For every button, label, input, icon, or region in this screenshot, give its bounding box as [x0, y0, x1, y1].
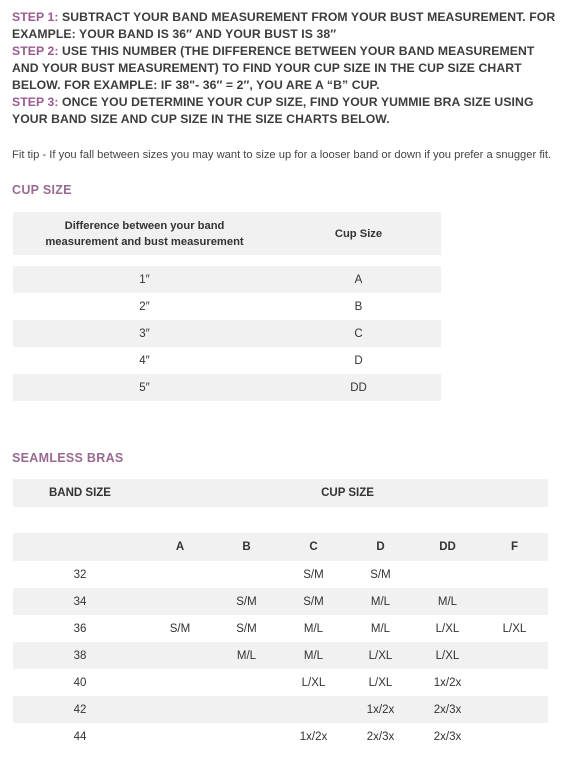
band-size-cell: 42 [73, 703, 87, 716]
band-size-cell: 38 [73, 649, 87, 662]
size-cell [280, 696, 347, 723]
cup-size-rows [13, 266, 441, 401]
difference-cell: 4″ [139, 354, 150, 367]
table-row [13, 588, 548, 615]
size-cell: 2x/3x [433, 703, 462, 716]
table-row [13, 723, 548, 750]
table-row [13, 696, 548, 723]
table-row [13, 615, 548, 642]
size-cell [481, 588, 548, 615]
step-1-text: SUBTRACT YOUR BAND MEASUREMENT FROM YOUR BUST MEASUREMENT. FOR EXAMPLE: YOUR BAND IS 36″ AND YOUR BUST IS 38″ [12, 10, 556, 41]
difference-column-header: Difference between your band measurement and bust measurement [45, 219, 244, 248]
size-cell: S/M [303, 568, 324, 581]
size-cell: 1x/2x [433, 676, 462, 689]
size-cell: M/L [303, 649, 324, 662]
cup-column-header [13, 533, 147, 561]
cup-cell: D [354, 354, 363, 367]
fit-tip: Fit tip - If you fall between sizes you may want to size up for a looser band or down if you prefer a snugger fit. [12, 149, 552, 161]
band-size-cell: 44 [73, 730, 87, 743]
cup-cell: C [354, 327, 363, 340]
size-cell: 2x/3x [433, 730, 462, 743]
seamless-bras-heading: SEAMLESS BRAS [12, 451, 124, 465]
cup-size-heading: CUP SIZE [12, 183, 72, 197]
size-cell [213, 696, 280, 723]
band-size-cell: 36 [73, 622, 87, 635]
size-cell: M/L [370, 595, 391, 608]
step-2-label: STEP 2: [12, 44, 59, 58]
seamless-bras-table [13, 479, 548, 750]
size-cell: L/XL [502, 622, 527, 635]
size-cell [213, 669, 280, 696]
size-cell [481, 561, 548, 588]
cup-column-header: A [175, 541, 185, 553]
size-cell: 1x/2x [366, 703, 395, 716]
table-row [13, 320, 441, 347]
size-cell: L/XL [368, 676, 393, 689]
step-2-text: USE THIS NUMBER (THE DIFFERENCE BETWEEN YOUR BAND MEASUREMENT AND YOUR BUST MEASUREMENT) TO FIND YOUR CUP SIZE IN THE CUP SIZE CHART BELOW. FOR EXAMPLE: IF 38"- 36″ = 2″, YOU ARE A “B” CUP. [12, 44, 535, 92]
size-cell: S/M [236, 595, 257, 608]
size-cell: L/XL [435, 622, 460, 635]
size-cell: M/L [370, 622, 391, 635]
size-cell: M/L [236, 649, 257, 662]
size-cell: 2x/3x [366, 730, 395, 743]
difference-cell: 5″ [139, 381, 150, 394]
size-cell [147, 696, 213, 723]
cup-size-column-header: Cup Size [334, 227, 383, 240]
difference-cell: 1″ [139, 273, 150, 286]
size-cell [147, 723, 213, 750]
cup-cell: B [354, 300, 363, 313]
step-2 [12, 44, 534, 92]
size-cell: L/XL [368, 649, 393, 662]
cup-cell: A [354, 273, 363, 286]
table-row [13, 374, 441, 401]
size-cell [481, 696, 548, 723]
cup-column-header: B [242, 541, 251, 553]
table-row [13, 642, 548, 669]
cup-cell: DD [350, 381, 367, 394]
size-cell: L/XL [301, 676, 326, 689]
size-cell [481, 642, 548, 669]
step-3-label: STEP 3: [12, 95, 59, 109]
difference-cell: 2″ [139, 300, 150, 313]
size-cell: S/M [303, 595, 324, 608]
table-row [13, 347, 441, 374]
seamless-rows [13, 561, 548, 750]
step-3-text: ONCE YOU DETERMINE YOUR CUP SIZE, FIND YOUR YUMMIE BRA SIZE USING YOUR BAND SIZE AND CUP SIZE IN THE SIZE CHARTS BELOW. [12, 95, 534, 126]
size-cell: M/L [437, 595, 458, 608]
cup-column-header: C [309, 541, 318, 553]
cup-column-header: F [510, 541, 519, 553]
band-size-cell: 32 [73, 568, 87, 581]
cup-columns-row [13, 533, 548, 561]
size-instructions [12, 9, 562, 128]
cup-size-header-row [13, 212, 441, 255]
cup-size-header: CUP SIZE [321, 487, 374, 499]
size-cell [147, 588, 213, 615]
size-cell [213, 561, 280, 588]
size-cell [147, 642, 213, 669]
size-cell [481, 669, 548, 696]
table-row [13, 561, 548, 588]
cup-column-header: D [376, 541, 385, 553]
cup-size-table [13, 212, 441, 401]
step-1-label: STEP 1: [12, 10, 59, 24]
step-3 [12, 95, 534, 126]
size-cell: S/M [236, 622, 257, 635]
table-row [13, 669, 548, 696]
step-1 [12, 10, 555, 41]
size-cell: S/M [169, 622, 191, 635]
size-cell: S/M [370, 568, 391, 581]
band-size-cell: 34 [73, 595, 87, 608]
size-cell [147, 561, 213, 588]
size-cell [414, 561, 481, 588]
size-cell: L/XL [435, 649, 460, 662]
size-cell [213, 723, 280, 750]
difference-cell: 3″ [139, 327, 150, 340]
size-cell [481, 723, 548, 750]
band-size-cell: 40 [73, 676, 87, 689]
band-size-header: BAND SIZE [49, 487, 111, 499]
size-cell [147, 669, 213, 696]
table-row [13, 293, 441, 320]
size-cell: M/L [303, 622, 324, 635]
table-row [13, 266, 441, 293]
cup-column-header: DD [439, 541, 456, 553]
band-size-header-row [13, 479, 548, 507]
size-cell: 1x/2x [299, 730, 328, 743]
